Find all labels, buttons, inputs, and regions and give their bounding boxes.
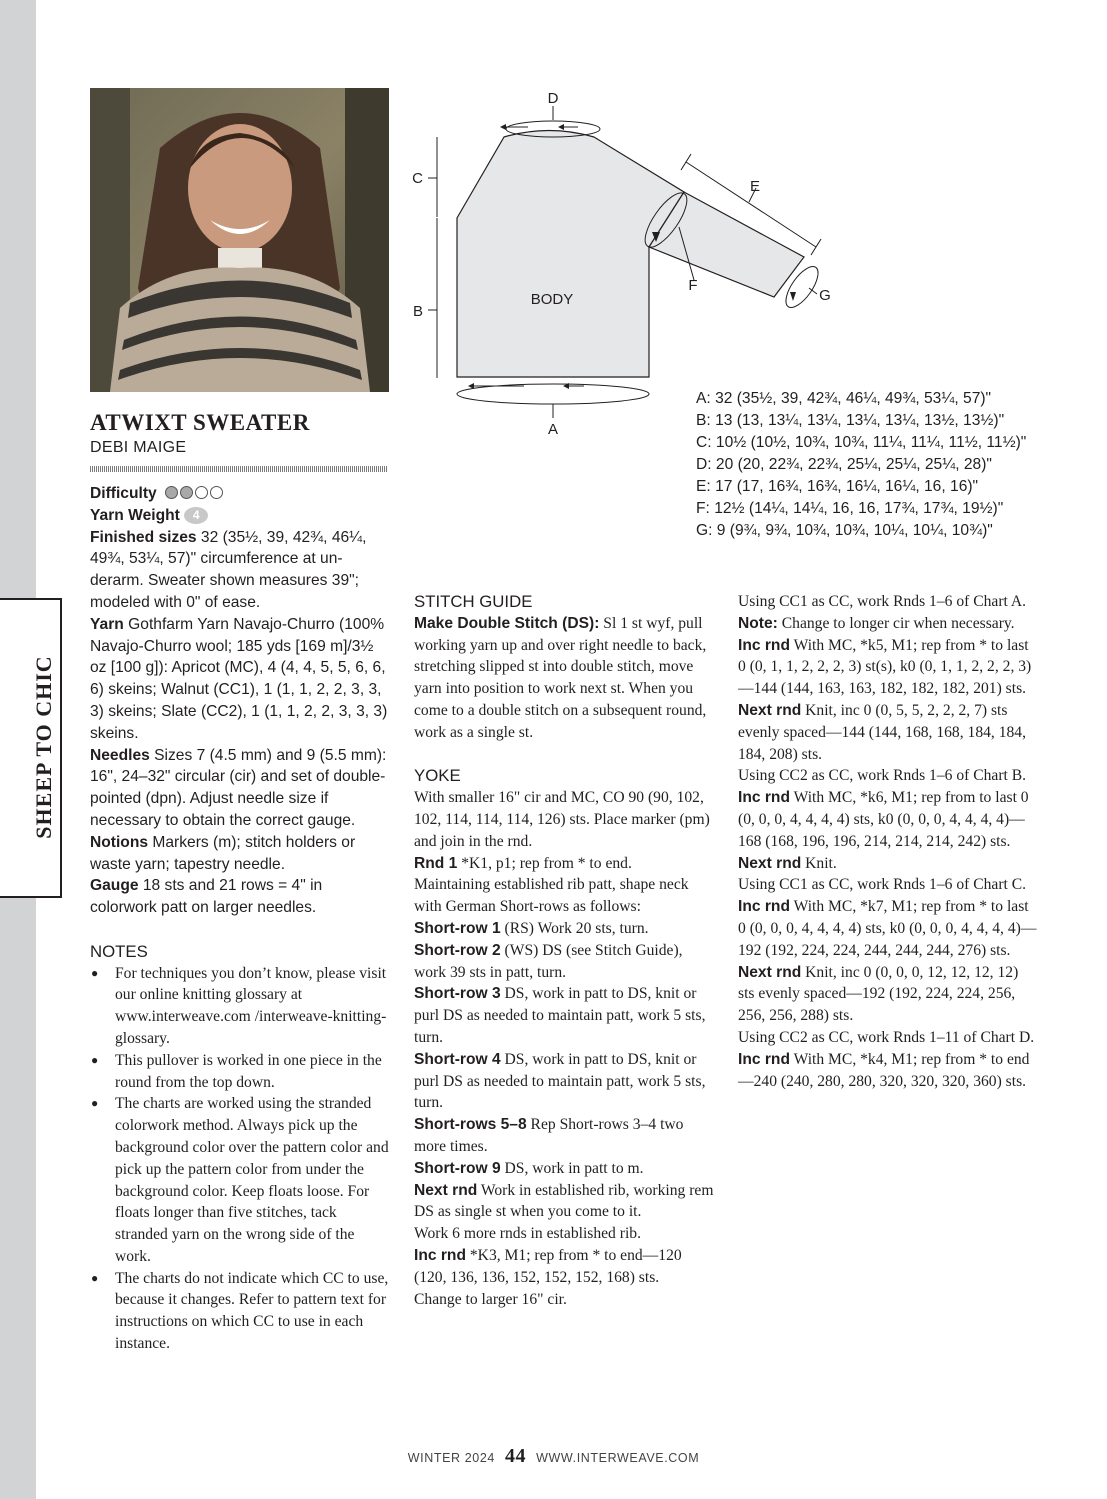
notions-label: Notions: [90, 833, 149, 851]
section-tab-label: SHEEP TO CHIC: [31, 655, 56, 839]
instruction-text: With smaller 16" cir and MC, CO 90 (90, 102, 102, 114, 114, 114, 126) sts. Place marker (pm) and join in the rnd.: [414, 789, 710, 850]
instruction-text: (WS) DS (see Stitch Guide), work 39 sts in patt, turn.: [414, 941, 683, 981]
instruction-text: Change to larger 16" cir.: [414, 1290, 567, 1308]
instruction-step: [414, 874, 714, 918]
instructions-column-2: [738, 591, 1038, 1092]
label-B: B: [412, 303, 423, 320]
notes-item: ● For techniques you don’t know, please visit our online knitting glossary at www.interweave.com /interweave-knitting-glossary.: [90, 963, 390, 1050]
instruction-text: (RS) Work 20 sts, turn.: [500, 919, 649, 937]
instruction-text: DS, work in patt to DS, knit or purl DS as needed to maintain patt, work 5 sts, turn.: [414, 985, 706, 1046]
yoke-steps-continued: [738, 591, 1038, 1092]
label-E: E: [749, 178, 761, 195]
measurement-value: 32 (35½, 39, 42¾, 46¼, 49¾, 53¼, 57)": [710, 390, 992, 407]
notions-spec: [90, 832, 390, 876]
difficulty-row: [90, 483, 390, 505]
notes-item: ● The charts are worked using the stranded colorwork method. Always pick up the background color over the pattern color and pick up the pattern color from under the background color. Keep floats loose. For floats longer than five stitches, tack stranded yarn on the wrong side of the work.: [90, 1093, 390, 1267]
instruction-step: [414, 1180, 714, 1224]
title-divider: [90, 466, 388, 472]
instruction-text: With MC, *k6, M1; rep from to last 0 (0, 0, 0, 4, 4, 4, 4) sts, k0 (0, 0, 0, 4, 4, 4, 4)—168 (168, 196, 196, 214, 214, 214, 242) sts.: [738, 789, 1029, 850]
instruction-step: [414, 983, 714, 1048]
specs-column: [90, 483, 390, 1355]
instruction-text: With MC, *k7, M1; rep from * to last 0 (0, 0, 0, 4, 4, 4, 4) sts, k0 (0, 0, 0, 4, 4, 4, 4)—192 (192, 224, 224, 244, 244, 244, 276) sts.: [738, 898, 1037, 959]
difficulty-dot-filled: [180, 486, 193, 499]
notes-item: ● The charts do not indicate which CC to use, because it changes. Refer to pattern text for instructions on which CC to use in each instance.: [90, 1268, 390, 1355]
instruction-label: Rnd 1: [414, 854, 458, 872]
difficulty-rating: [165, 485, 225, 502]
label-G: G: [819, 287, 831, 304]
measurement-value: 13 (13, 13¼, 13¼, 13¼, 13¼, 13½, 13½)": [710, 412, 1005, 429]
finished-sizes-label: Finished sizes: [90, 528, 197, 546]
website-url: WWW.INTERWEAVE.COM: [536, 1451, 700, 1465]
instructions-column-1: [414, 591, 714, 1310]
instruction-text: DS, work in patt to m.: [500, 1159, 644, 1177]
gauge-spec: [90, 875, 390, 919]
finished-sizes-text: 32 (35½, 39, 42¾, 46¼, 49¾, 53¼, 57)" circumference at underarm. Sweater shown measures 39"; modeled with 0" of ease.: [90, 528, 367, 611]
instruction-label: Short-row 2: [414, 941, 501, 959]
instruction-step: [414, 1289, 714, 1311]
instruction-text: With MC, *k4, M1; rep from * to end—240 (240, 280, 280, 320, 320, 320, 360) sts.: [738, 1050, 1030, 1090]
yoke-heading: YOKE: [414, 766, 461, 786]
measurement-key: B:: [696, 412, 711, 429]
instruction-step: [738, 635, 1038, 700]
instruction-text: Change to longer cir when necessary.: [777, 614, 1015, 632]
yarn-weight-row: [90, 505, 390, 527]
measurement-value: 10½ (10½, 10¾, 10¾, 11¼, 11¼, 11½, 11½)": [711, 434, 1027, 451]
instruction-label: Inc rnd: [414, 1246, 466, 1264]
instruction-label: Next rnd: [414, 1181, 478, 1199]
instruction-step: [738, 765, 1038, 787]
pattern-title: ATWIXT SWEATER: [90, 410, 310, 435]
instruction-step: [738, 700, 1038, 765]
measurement-row: [696, 410, 1026, 432]
instruction-step: [414, 787, 714, 852]
instruction-text: Knit, inc 0 (0, 5, 5, 2, 2, 2, 7) sts evenly spaced—144 (144, 168, 168, 184, 184, 184, 208) sts.: [738, 701, 1027, 763]
difficulty-dot-filled: [165, 486, 178, 499]
measurement-row: [696, 388, 1026, 410]
instruction-label: Inc rnd: [738, 636, 790, 654]
instruction-step: [414, 1223, 714, 1245]
notions-text: Markers (m); stitch holders or waste yarn; tapestry needle.: [90, 833, 356, 873]
instruction-label: Short-row 4: [414, 1050, 501, 1068]
instruction-label: Short-rows 5–8: [414, 1116, 527, 1134]
instruction-step: [414, 918, 714, 940]
instruction-text: Rep Short-rows 3–4 two more times.: [414, 1116, 684, 1155]
model-photo: [90, 88, 389, 392]
instruction-text: Maintaining established rib patt, shape neck with German Short-rows as follows:: [414, 876, 689, 916]
instruction-text: Using CC1 as CC, work Rnds 1–6 of Chart C.: [738, 876, 1027, 894]
notes-heading: NOTES: [90, 941, 148, 961]
difficulty-label: Difficulty: [90, 485, 157, 502]
measurement-key: E:: [696, 478, 711, 495]
measurement-row: [696, 498, 1026, 520]
measurement-key: C:: [696, 434, 712, 451]
instruction-step: [738, 613, 1038, 635]
instruction-text: Work in established rib, working rem DS as single st when you come to it.: [414, 1181, 714, 1221]
yoke-steps: [414, 787, 714, 1310]
measurement-value: 9 (9¾, 9¾, 10¾, 10¾, 10¼, 10¼, 10¾)": [712, 522, 993, 539]
measurement-key: G:: [696, 522, 713, 539]
yarn-weight-icon: 4: [184, 507, 208, 524]
instruction-step: [738, 853, 1038, 875]
body-shape: [457, 131, 684, 378]
instruction-step: [738, 1049, 1038, 1093]
issue-label: WINTER 2024: [407, 1451, 495, 1465]
instruction-step: [414, 1158, 714, 1180]
instruction-label: Next rnd: [738, 963, 802, 981]
instruction-text: Work 6 more rnds in established rib.: [414, 1225, 641, 1243]
yarn-weight-label: Yarn Weight: [90, 506, 180, 524]
instruction-label: Short-row 1: [414, 919, 501, 937]
stitch-guide-text: Sl 1 st wyf, pull working yarn up and over right needle to back, stretching slipped st into double stitch, move yarn into position to work next st. When you come to a double stitch on a subsequent round, work as a single st.: [414, 614, 707, 741]
label-D: D: [547, 90, 559, 107]
notes-item: ● This pullover is worked in one piece in the round from the top down.: [90, 1050, 390, 1094]
instruction-step: [414, 1114, 714, 1158]
instruction-step: [738, 896, 1038, 961]
yarn-text: Gothfarm Yarn Navajo-Churro (100% Navajo-Churro wool; 185 yds [169 m]/3½ oz [100 g]): Apricot (MC), 4 (4, 4, 5, 5, 6, 6, 6) skeins; Walnut (CC1), 1 (1, 1, 2, 2, 3, 3, 3) skeins; Slate (CC2), 1 (1, 1, 2, 2, 3, 3, 3) skeins.: [90, 615, 388, 742]
yarn-label: Yarn: [90, 615, 124, 633]
instruction-text: Knit, inc 0 (0, 0, 0, 12, 12, 12, 12) sts evenly spaced—192 (192, 224, 224, 256, 256, 256, 288) sts.: [738, 963, 1019, 1025]
instruction-step: [738, 962, 1038, 1027]
instruction-step: [414, 1049, 714, 1114]
label-A: A: [547, 421, 559, 438]
instruction-step: [414, 1245, 714, 1289]
difficulty-dot-empty: [210, 486, 223, 499]
measurement-row: [696, 520, 1026, 542]
needles-spec: [90, 745, 390, 832]
instruction-step: [414, 853, 714, 875]
instruction-text: Using CC2 as CC, work Rnds 1–11 of Chart D.: [738, 1028, 1035, 1046]
instruction-label: Inc rnd: [738, 789, 790, 807]
measurement-value: 17 (17, 16¾, 16¾, 16¼, 16¼, 16, 16)": [710, 478, 979, 495]
instruction-text: With MC, *k5, M1; rep from * to last 0 (0, 1, 1, 2, 2, 2, 3) st(s), k0 (0, 1, 1, 2, 2, 2, 3)—144 (144, 163, 163, 182, 182, 182, 201) sts.: [738, 636, 1032, 698]
instruction-step: [738, 591, 1038, 613]
page-footer: [0, 1445, 1107, 1468]
needles-text: Sizes 7 (4.5 mm) and 9 (5.5 mm): 16", 24–32" circular (cir) and set of double-pointed (dpn). Adjust needle size if necessary to obtain the correct gauge.: [90, 746, 387, 829]
instruction-label: Short-row 3: [414, 985, 501, 1003]
instruction-label: Next rnd: [738, 854, 802, 872]
instruction-text: *K3, M1; rep from * to end—120 (120, 136, 136, 152, 152, 152, 168) sts.: [414, 1246, 682, 1286]
instruction-label: Next rnd: [738, 701, 802, 719]
measurements-list: [696, 388, 1026, 542]
instruction-step: [414, 940, 714, 984]
measurement-value: 20 (20, 22¾, 22¾, 25¼, 25¼, 25¼, 28)": [711, 456, 992, 473]
measurement-key: F:: [696, 500, 710, 517]
yarn-spec: [90, 614, 390, 745]
instruction-step: [738, 787, 1038, 852]
instruction-text: DS, work in patt to DS, knit or purl DS as needed to maintain patt, work 5 sts, turn.: [414, 1050, 706, 1112]
instruction-text: *K1, p1; rep from * to end.: [457, 854, 632, 872]
gauge-label: Gauge: [90, 877, 139, 895]
difficulty-dot-empty: [195, 486, 208, 499]
model-photo-illustration: [90, 88, 389, 392]
label-C: C: [412, 170, 423, 187]
instruction-label: Short-row 9: [414, 1159, 501, 1177]
instruction-text: Knit.: [801, 854, 837, 872]
gauge-text: 18 sts and 21 rows = 4" in colorwork patt on larger needles.: [90, 877, 323, 917]
stitch-guide-heading: STITCH GUIDE: [414, 592, 533, 611]
instruction-text: Using CC1 as CC, work Rnds 1–6 of Chart A.: [738, 593, 1027, 610]
stitch-guide-term: Make Double Stitch (DS):: [414, 614, 600, 632]
instruction-label: Note:: [738, 614, 778, 632]
notes-list: [90, 963, 390, 1355]
instruction-step: [738, 874, 1038, 896]
instruction-label: Inc rnd: [738, 1050, 790, 1068]
finished-sizes: [90, 527, 390, 614]
measurement-row: [696, 454, 1026, 476]
needles-label: Needles: [90, 746, 150, 764]
designer-name: DEBI MAIGE: [90, 439, 187, 456]
measurement-row: [696, 432, 1026, 454]
measurement-row: [696, 476, 1026, 498]
instruction-label: Inc rnd: [738, 898, 790, 916]
label-F: F: [688, 277, 698, 294]
measurement-value: 12½ (14¼, 14¼, 16, 16, 17¾, 17¾, 19½)": [709, 500, 1004, 517]
measurement-key: D:: [696, 456, 712, 473]
measurement-key: A:: [696, 390, 711, 407]
page-number: 44: [504, 1445, 527, 1467]
body-label: BODY: [530, 291, 574, 308]
instruction-text: Using CC2 as CC, work Rnds 1–6 of Chart B.: [738, 767, 1027, 785]
instruction-step: [738, 1027, 1038, 1049]
stitch-guide-entry: [414, 613, 714, 744]
